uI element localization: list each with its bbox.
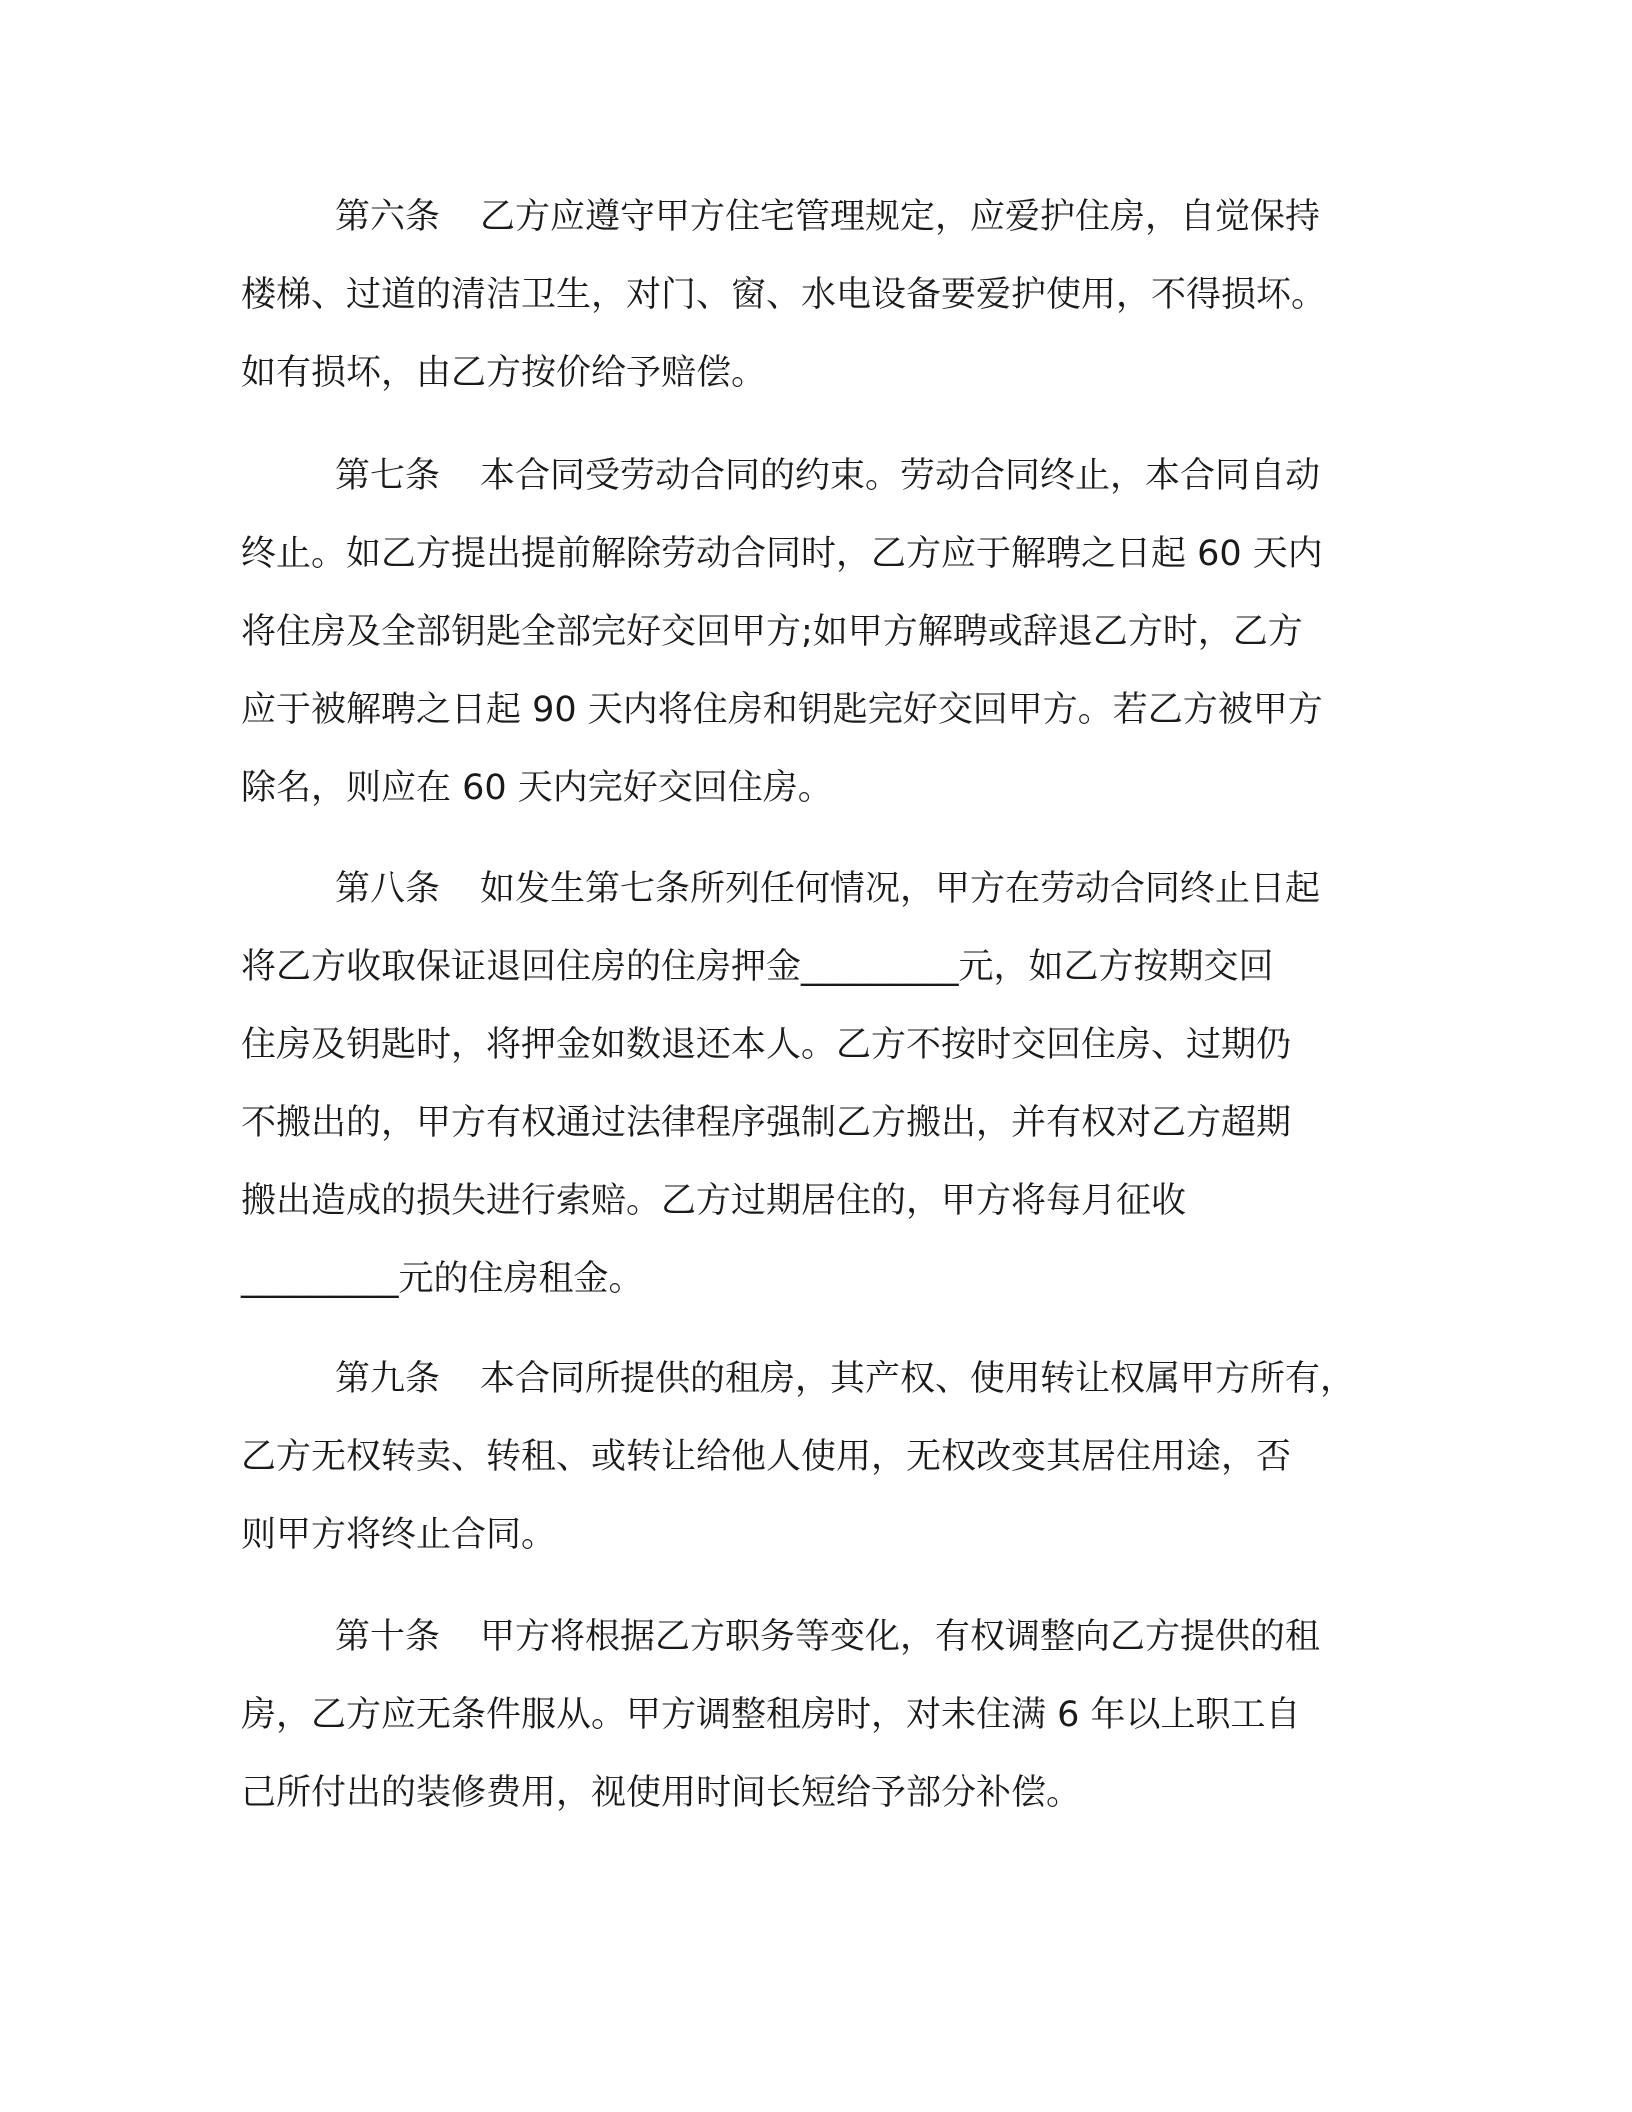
article-10-line-2: 房，乙方应无条件服从。甲方调整租房时，对未住满 6 年以上职工自 — [241, 1695, 1301, 1735]
article-8-line-1 — [241, 850, 1401, 928]
article-7-line-1 — [241, 437, 1401, 515]
article-9 — [241, 1340, 1401, 1574]
article-6 — [241, 178, 1401, 412]
article-9-line-3: 则甲方将终止合同。 — [241, 1515, 557, 1555]
article-7-heading: 第七条 — [335, 456, 441, 496]
article-8 — [241, 850, 1401, 1318]
article-7 — [241, 437, 1401, 827]
article-8-line-5: 搬出造成的损失进行索赔。乙方过期居住的，甲方将每月征收 — [241, 1181, 1187, 1221]
article-9-line-2: 乙方无权转卖、转租、或转让给他人使用，无权改变其居住用途，否 — [241, 1437, 1292, 1477]
article-9-text: 本合同所提供的租房，其产权、使用转让权属甲方所有， — [480, 1359, 1356, 1399]
article-6-heading: 第六条 — [335, 197, 441, 237]
article-6-text: 乙方应遵守甲方住宅管理规定，应爱护住房，自觉保持 — [480, 197, 1321, 237]
article-8-line-4: 不搬出的，甲方有权通过法律程序强制乙方搬出，并有权对乙方超期 — [241, 1103, 1292, 1143]
article-7-line-5: 除名，则应在 60 天内完好交回住房。 — [241, 768, 833, 808]
article-6-line-3: 如有损坏，由乙方按价给予赔偿。 — [241, 353, 767, 393]
article-10 — [241, 1598, 1401, 1832]
article-7-text: 本合同受劳动合同的约束。劳动合同终止，本合同自动 — [480, 456, 1321, 496]
article-7-line-2: 终止。如乙方提出提前解除劳动合同时，乙方应于解聘之日起 60 天内 — [241, 534, 1323, 574]
article-10-heading: 第十条 — [335, 1617, 441, 1657]
article-10-line-1 — [241, 1598, 1401, 1676]
article-9-line-1 — [241, 1340, 1401, 1418]
article-8-line-3: 住房及钥匙时，将押金如数退还本人。乙方不按时交回住房、过期仍 — [241, 1025, 1292, 1065]
article-9-heading: 第九条 — [335, 1359, 441, 1399]
article-6-line-1 — [241, 178, 1401, 256]
article-7-line-3: 将住房及全部钥匙全部完好交回甲方;如甲方解聘或辞退乙方时，乙方 — [241, 612, 1303, 652]
article-10-line-3: 己所付出的装修费用，视使用时间长短给予部分补偿。 — [241, 1773, 1082, 1813]
article-8-heading: 第八条 — [335, 869, 441, 909]
article-7-line-4: 应于被解聘之日起 90 天内将住房和钥匙完好交回甲方。若乙方被甲方 — [241, 690, 1323, 730]
article-8-line-6: _________元的住房租金。 — [241, 1259, 644, 1299]
article-8-line-2: 将乙方收取保证退回住房的住房押金_________元，如乙方按期交回 — [241, 947, 1274, 987]
article-10-text: 甲方将根据乙方职务等变化，有权调整向乙方提供的租 — [480, 1617, 1321, 1657]
article-6-line-2: 楼梯、过道的清洁卫生，对门、窗、水电设备要爱护使用，不得损坏。 — [241, 275, 1327, 315]
article-8-text: 如发生第七条所列任何情况，甲方在劳动合同终止日起 — [480, 869, 1321, 909]
